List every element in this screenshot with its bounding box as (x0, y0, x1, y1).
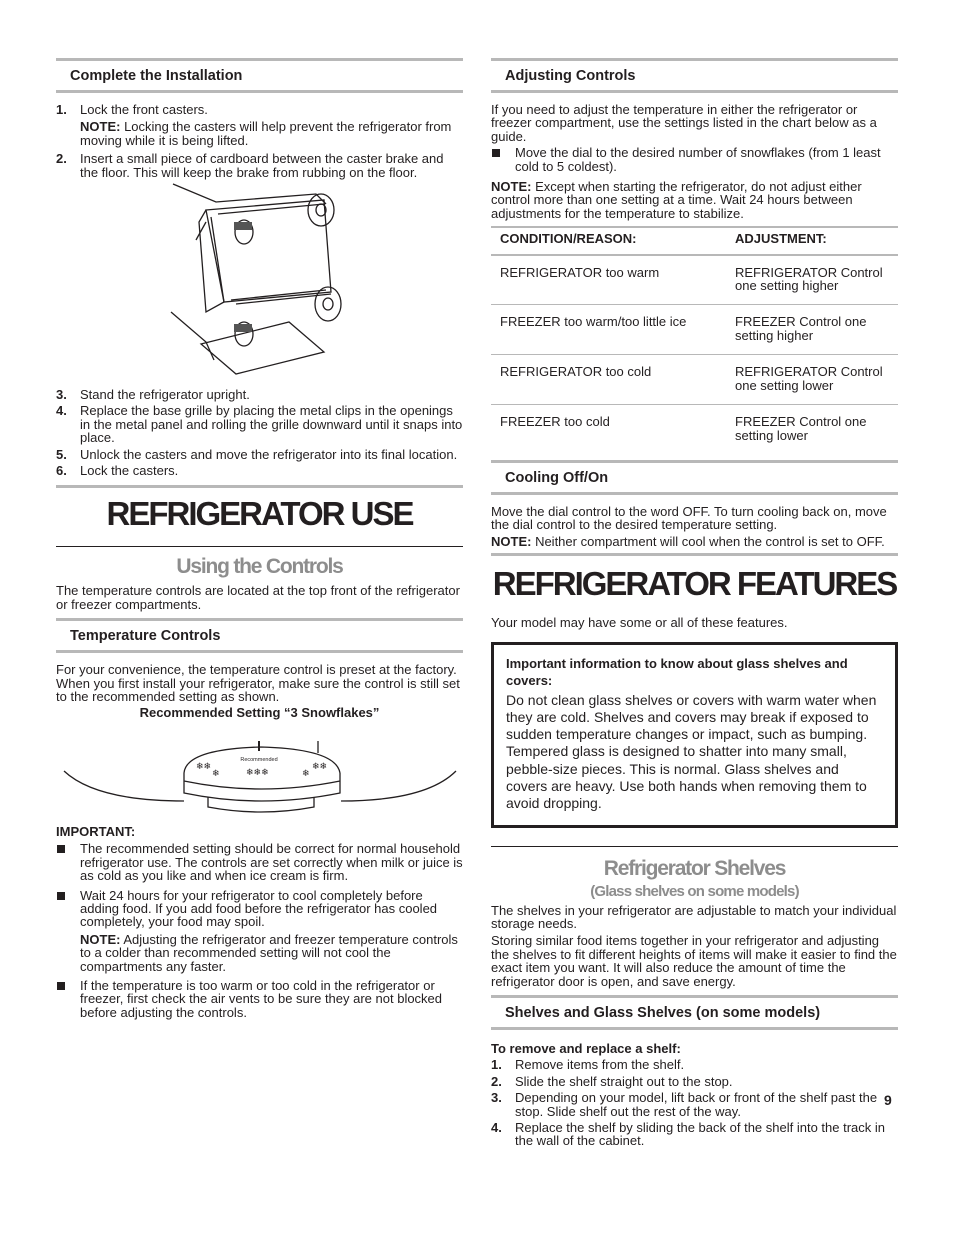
section-heading-cooling: Cooling Off/On (491, 460, 898, 495)
using-controls-title: Using the Controls (176, 555, 343, 579)
svg-text:❄: ❄ (302, 768, 310, 779)
warning-text: Do not clean glass shelves or covers with warm water when they are cold. Shelves and covers may break if exposed to sudden temperature changes or impact, such as bumping. Tempered glass is designed to shatter into many small, pebble-size pieces. This is normal. Glass shelves and covers are heavy. Use both hands when removing them to avoid dropping. (506, 691, 877, 812)
install-step-6: 6. Lock the casters. (56, 463, 179, 479)
left-column (56, 58, 463, 1019)
adjustment-table (491, 226, 898, 454)
important-bullet-1: The recommended setting should be correct for normal household refrigerator use. The controls are set correctly when milk or juice is as cold as you like and when ice cream is firm. (56, 842, 463, 882)
svg-text:❄❄: ❄❄ (312, 761, 328, 772)
adjust-bullet: Move the dial to the desired number of snowflakes (from 1 least cold to 5 coldest). (491, 146, 898, 173)
cooling-body: Move the dial control to the word OFF. To turn cooling back on, move the dial control to the desired temperature setting. (491, 503, 887, 533)
adjust-intro: If you need to adjust the temperature in either the refrigerator or freezer compartment, use the settings listed in the chart below as a guide. (491, 102, 877, 144)
svg-text:❄: ❄ (212, 768, 220, 779)
installation-steps-b (56, 388, 463, 477)
svg-text:❄❄❄: ❄❄❄ (246, 767, 269, 778)
cooling-note: NOTE: Neither compartment will cool when the control is set to OFF. (491, 533, 885, 549)
install-step-5: 5. Unlock the casters and move the refrigerator into its final location. (56, 446, 458, 462)
right-column (491, 58, 898, 1148)
install-step-2: 2. Insert a small piece of cardboard between the caster brake and the floor. This will keep the brake from rubbing on the floor. (56, 151, 444, 180)
adjustment-cell: FREEZER Control one setting lower (735, 414, 867, 443)
header-condition: CONDITION/REASON: (491, 227, 726, 254)
adjustment-cell: REFRIGERATOR Control one setting lower (726, 355, 898, 405)
refrigerator-use-title: REFRIGERATOR USE (106, 495, 413, 533)
installation-steps-a (56, 103, 463, 179)
recommended-setting-caption: Recommended Setting “3 Snowflakes” (139, 704, 380, 720)
table-row (491, 355, 898, 405)
shelves-title: Refrigerator Shelves (603, 856, 786, 880)
shelves-paragraph-1: The shelves in your refrigerator are adjustable to match your individual storage needs. (491, 902, 897, 932)
controls-intro: The temperature controls are located at the top front of the refrigerator or freezer compartments. (56, 583, 460, 612)
shelf-step-1: 1. Remove items from the shelf. (491, 1057, 685, 1073)
glass-warning-box (491, 642, 898, 828)
install-step-1-note: NOTE: Locking the casters will help prevent the refrigerator from moving while it is being lifted. (80, 119, 452, 148)
refrigerator-casters-illustration (56, 182, 463, 382)
section-heading-adjusting-controls: Adjusting Controls (491, 58, 898, 93)
install-step-3: 3. Stand the refrigerator upright. (56, 387, 250, 403)
adjustment-cell: FREEZER Control one setting higher (726, 305, 898, 355)
adjustment-cell: REFRIGERATOR Control one setting higher (726, 255, 898, 305)
adjust-note: NOTE: Except when starting the refrigerator, do not adjust either control more than one setting at a time. Wait 24 hours between adjustments for the temperature to stabilize. (491, 179, 862, 221)
table-row (491, 405, 898, 454)
install-step-1: 1. Lock the front casters. (56, 102, 208, 117)
important-bullet-2: Wait 24 hours for your refrigerator to cool completely before adding food. If you add food before the refrigerator has cooled completely, your food may spoil. (56, 889, 463, 929)
refrigerator-features-title: REFRIGERATOR FEATURES (492, 565, 897, 603)
install-step-4: 4. Replace the base grille by placing the metal clips in the openings in the metal panel and rolling the grille downward until it snaps into place. (56, 403, 463, 446)
important-bullet-3: If the temperature is too warm or too cold in the refrigerator or freezer, first check the air vents to be sure they are not blocked before adjusting the controls. (56, 979, 463, 1019)
condition-cell: FREEZER too warm/too little ice (491, 305, 726, 355)
header-adjustment: ADJUSTMENT: (726, 227, 898, 254)
features-intro: Your model may have some or all of these features. (491, 615, 788, 631)
temperature-body: For your convenience, the temperature control is preset at the factory. When you first install your refrigerator, make sure the control is still set to the recommended setting as shown. (56, 662, 460, 705)
shelf-step-4: 4. Replace the shelf by sliding the back of the shelf into the track in the wall of the cabinet. (491, 1120, 885, 1149)
svg-text:❄❄: ❄❄ (196, 761, 212, 772)
shelves-paragraph-2: Storing similar food items together in your refrigerator and adjusting the shelves to fit different heights of items will make it easier to find the exact item you want. It will also reduce the amount of time the refrigerator door is open, and save energy. (491, 933, 897, 989)
section-heading-shelves: Shelves and Glass Shelves (on some models) (491, 995, 898, 1030)
dial-recommended-label: Recommended (240, 756, 278, 763)
shelf-steps-lead: To remove and replace a shelf: (491, 1041, 681, 1057)
section-heading-complete-installation: Complete the Installation (56, 58, 463, 93)
table-row (491, 255, 898, 305)
condition-cell: FREEZER too cold (500, 414, 610, 430)
shelf-step-2: 2. Slide the shelf straight out to the stop. (491, 1073, 733, 1089)
important-label: IMPORTANT: (56, 823, 136, 839)
table-row (491, 305, 898, 355)
condition-cell: REFRIGERATOR too cold (491, 355, 726, 405)
condition-cell: REFRIGERATOR too warm (491, 255, 726, 305)
page-number: 9 (884, 1092, 892, 1108)
shelf-step-3: 3. Depending on your model, lift back or front of the shelf past the stop. Slide shelf out the rest of the way. (491, 1090, 878, 1119)
warning-heading: Important information to know about glass shelves and covers: (506, 655, 848, 688)
important-note: NOTE: Adjusting the refrigerator and freezer temperature controls to a colder than recommended setting will not cool the compartments any faster. (80, 931, 458, 974)
section-heading-temperature-controls: Temperature Controls (56, 618, 463, 653)
control-dial-illustration (56, 721, 463, 821)
shelves-subtitle: (Glass shelves on some models) (590, 882, 799, 900)
table-header-row (491, 227, 898, 254)
